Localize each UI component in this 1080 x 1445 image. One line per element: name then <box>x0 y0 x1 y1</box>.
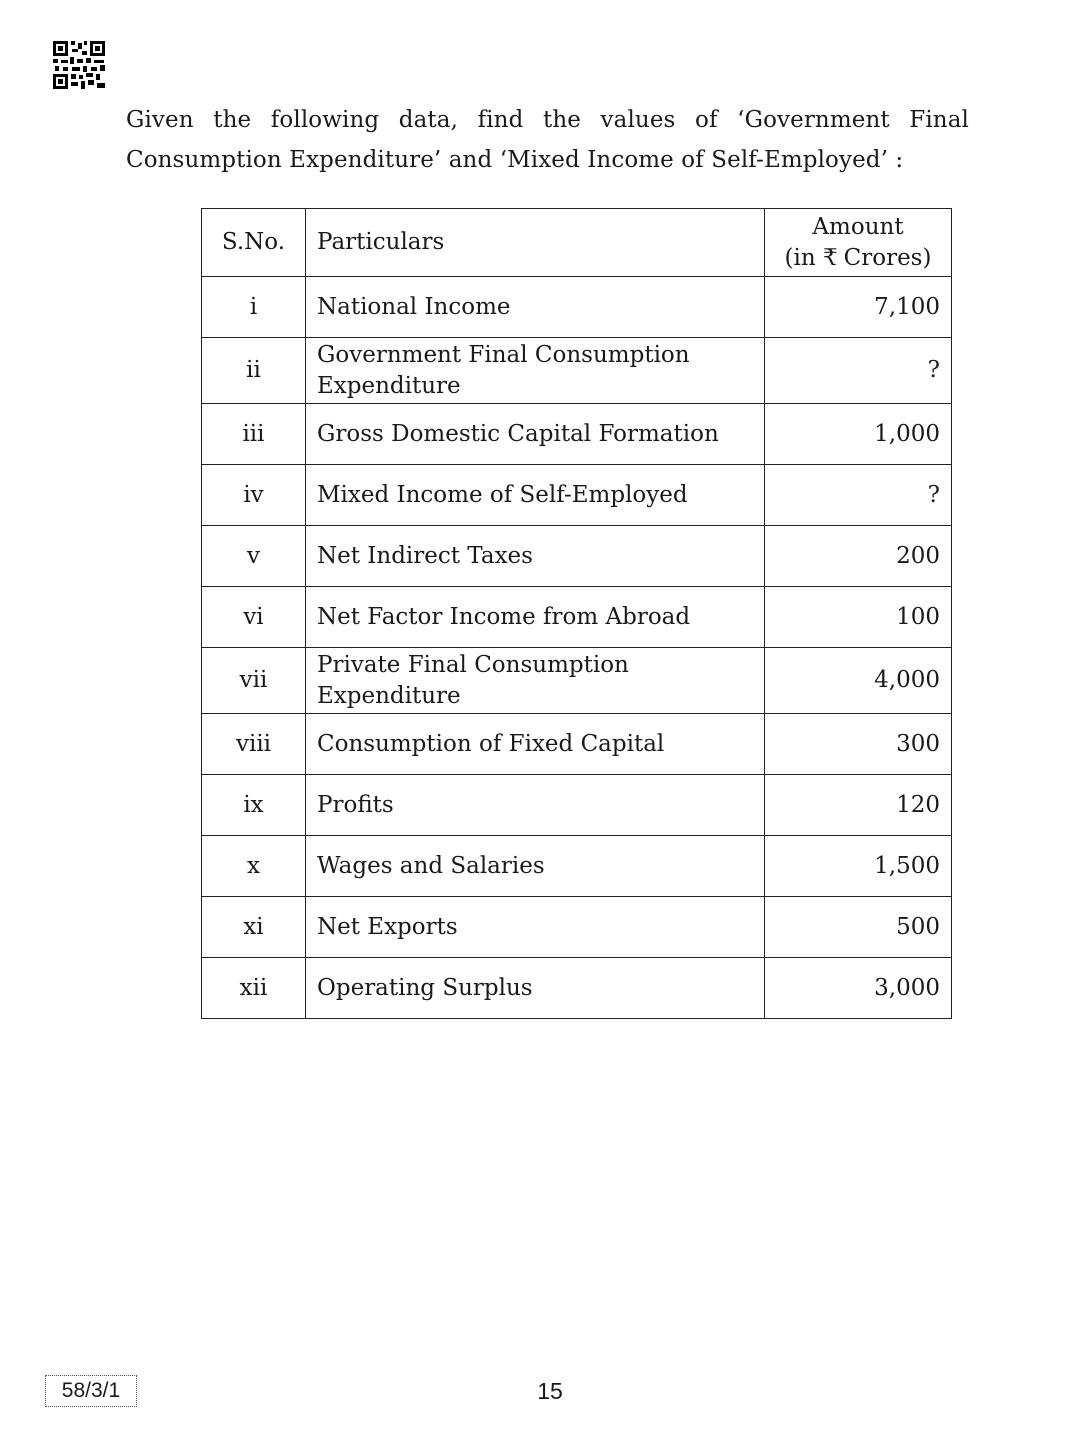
row-sno: vi <box>202 587 306 648</box>
row-particular: Consumption of Fixed Capital <box>306 714 765 775</box>
row-sno: xi <box>202 897 306 958</box>
table-row <box>202 648 952 714</box>
table-row <box>202 836 952 897</box>
row-particular: Profits <box>306 775 765 836</box>
row-particular: Gross Domestic Capital Formation <box>306 404 765 465</box>
row-sno: iv <box>202 465 306 526</box>
row-particular: Mixed Income of Self-Employed <box>306 465 765 526</box>
row-amount: 4,000 <box>765 648 952 714</box>
row-amount: ? <box>765 338 952 404</box>
row-sno: vii <box>202 648 306 714</box>
row-amount: 1,500 <box>765 836 952 897</box>
question-line-2: Consumption Expenditure’ and ‘Mixed Income of Self-Employed’ : <box>126 147 904 173</box>
header-amount-unit: Crores) <box>843 244 932 271</box>
table-header-row <box>202 209 952 277</box>
row-amount: 1,000 <box>765 404 952 465</box>
table-row <box>202 714 952 775</box>
table-row <box>202 338 952 404</box>
table-row <box>202 526 952 587</box>
row-sno: v <box>202 526 306 587</box>
row-particular: Operating Surplus <box>306 958 765 1019</box>
row-amount: 7,100 <box>765 277 952 338</box>
row-particular: Private Final Consumption Expenditure <box>306 648 765 714</box>
row-amount: 120 <box>765 775 952 836</box>
row-particular: Government Final Consumption Expenditure <box>306 338 765 404</box>
row-amount: 3,000 <box>765 958 952 1019</box>
header-sno: S.No. <box>202 209 306 277</box>
header-particulars: Particulars <box>306 209 765 277</box>
table-row <box>202 277 952 338</box>
row-amount: 200 <box>765 526 952 587</box>
header-amount <box>765 209 952 277</box>
table-row <box>202 465 952 526</box>
row-sno: iii <box>202 404 306 465</box>
header-amount-title: Amount <box>812 213 904 240</box>
table-row <box>202 958 952 1019</box>
row-particular: Net Exports <box>306 897 765 958</box>
data-table <box>201 208 952 1019</box>
row-sno: ix <box>202 775 306 836</box>
question-text <box>126 100 969 180</box>
row-amount: 100 <box>765 587 952 648</box>
row-sno: ii <box>202 338 306 404</box>
qr-code-icon <box>52 40 106 90</box>
row-sno: viii <box>202 714 306 775</box>
table-row <box>202 587 952 648</box>
header-amount-prefix: (in <box>784 244 816 271</box>
page-number: 15 <box>537 1378 563 1404</box>
row-particular: Net Indirect Taxes <box>306 526 765 587</box>
table-row <box>202 404 952 465</box>
row-amount: 300 <box>765 714 952 775</box>
row-amount: 500 <box>765 897 952 958</box>
row-particular: Wages and Salaries <box>306 836 765 897</box>
paper-code: 58/3/1 <box>45 1375 137 1407</box>
question-line-1: Given the following data, find the values of ‘Government Final <box>126 107 969 133</box>
row-particular: Net Factor Income from Abroad <box>306 587 765 648</box>
rupee-symbol: ₹ <box>823 244 838 271</box>
row-amount: ? <box>765 465 952 526</box>
table-row <box>202 775 952 836</box>
row-particular: National Income <box>306 277 765 338</box>
row-sno: x <box>202 836 306 897</box>
table-row <box>202 897 952 958</box>
row-sno: xii <box>202 958 306 1019</box>
row-sno: i <box>202 277 306 338</box>
